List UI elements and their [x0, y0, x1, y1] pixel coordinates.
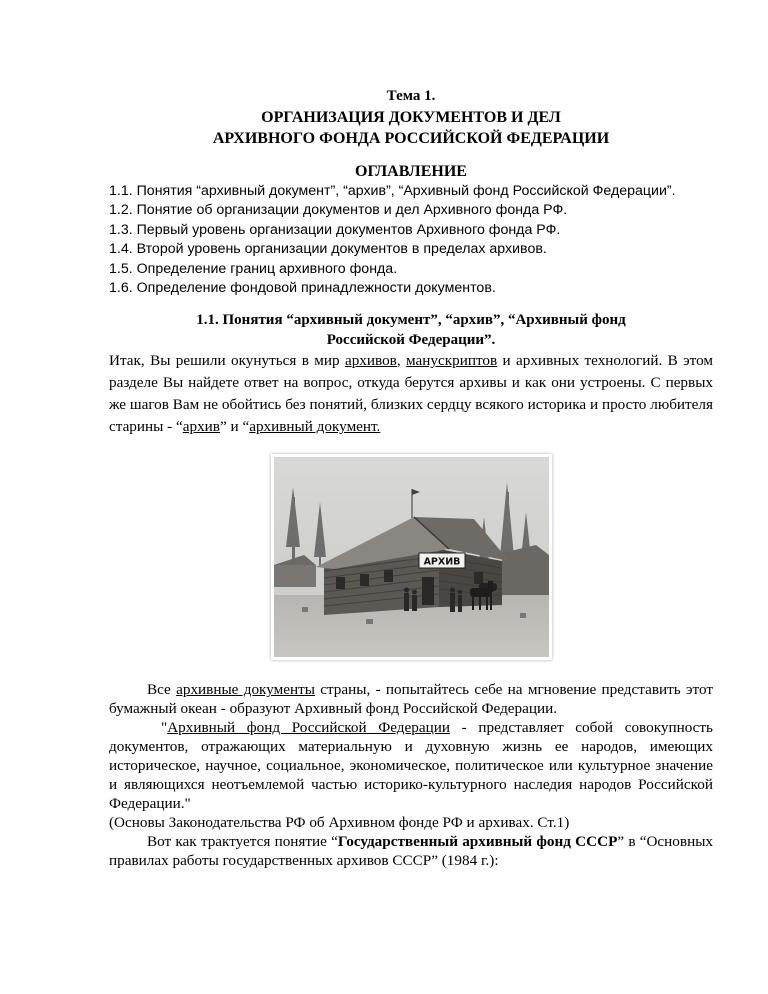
term-ussr-fund: Государственный архивный фонд СССР: [337, 833, 618, 851]
link-archival-documents[interactable]: архивные документы: [176, 681, 315, 699]
paragraph-ussr-fund: Вот как трактуется понятие “Государственный архивный фонд СССР” в “Основных правилах работы государственных архивов СССР” (1984 г.):: [109, 833, 713, 870]
link-archival-document[interactable]: архивный документ.: [249, 418, 381, 436]
toc-item-2[interactable]: 1.2. Понятие об организации документов и дел Архивного фонда РФ.: [109, 202, 568, 219]
section-title-line-1: 1.1. Понятия “архивный документ”, “архив”, “Архивный фонд: [196, 312, 626, 329]
archive-sign-text: АРХИВ: [423, 556, 460, 568]
toc-item-4[interactable]: 1.4. Второй уровень организации документов в пределах архивов.: [109, 241, 547, 258]
link-manuscripts[interactable]: манускриптов: [406, 352, 498, 370]
title-line-2: АРХИВНОГО ФОНДА РОССИЙСКОЙ ФЕДЕРАЦИИ: [212, 130, 610, 147]
toc-item-5[interactable]: 1.5. Определение границ архивного фонда.: [109, 260, 398, 277]
paragraph-definition: "Архивный фонд Российской Федерации - представляет собой совокупность документов, отражающих материальную и духовную жизнь ее народов, имеющих историческое, научное, социальное, экономическое, политическое или культурное значение и являющихся неотъемлемой частью историко-культурного наследия народов Российской Федерации.": [109, 719, 713, 813]
paragraph-archival-fund: Все архивные документы страны, - попытайтесь себе на мгновение представить этот бумажный океан - образуют Архивный фонд Российской Федерации.: [109, 681, 713, 718]
topic-label: Тема 1.: [386, 88, 436, 104]
section-title-line-2: Российской Федерации”.: [326, 332, 496, 349]
title-line-1: ОРГАНИЗАЦИЯ ДОКУМЕНТОВ И ДЕЛ: [261, 109, 561, 126]
link-archives[interactable]: архивов: [344, 352, 397, 370]
paragraph-source: (Основы Законодательства РФ об Архивном фонде РФ и архивах. Ст.1): [109, 814, 570, 832]
toc-item-3[interactable]: 1.3. Первый уровень организации документов Архивного фонда РФ.: [109, 221, 561, 238]
document-page: [109, 86, 713, 870]
link-archive[interactable]: архив: [182, 418, 220, 436]
toc-item-1[interactable]: 1.1. Понятия “архивный документ”, “архив”, “Архивный фонд Российской Федерации”.: [109, 183, 676, 199]
archive-photo-frame: [271, 454, 552, 660]
section-title: [109, 310, 713, 350]
toc-heading: ОГЛАВЛЕНИЕ: [355, 163, 467, 180]
toc-item-6[interactable]: 1.6. Определение фондовой принадлежности документов.: [109, 280, 496, 297]
link-archival-fund-rf[interactable]: Архивный фонд Российской Федерации: [167, 719, 450, 737]
table-of-contents: [109, 182, 713, 298]
archive-building-photo: [274, 457, 549, 657]
intro-paragraph: Итак, Вы решили окунуться в мир архивов, манускриптов и архивных технологий. В этом разделе Вы найдете ответ на вопрос, откуда берутся архивы и как они устроены. С первых же шагов Вам не обойтись без понятий, близких сердцу всякого историка и просто любителя старины - “архив” и “архивный документ.: [109, 352, 713, 436]
